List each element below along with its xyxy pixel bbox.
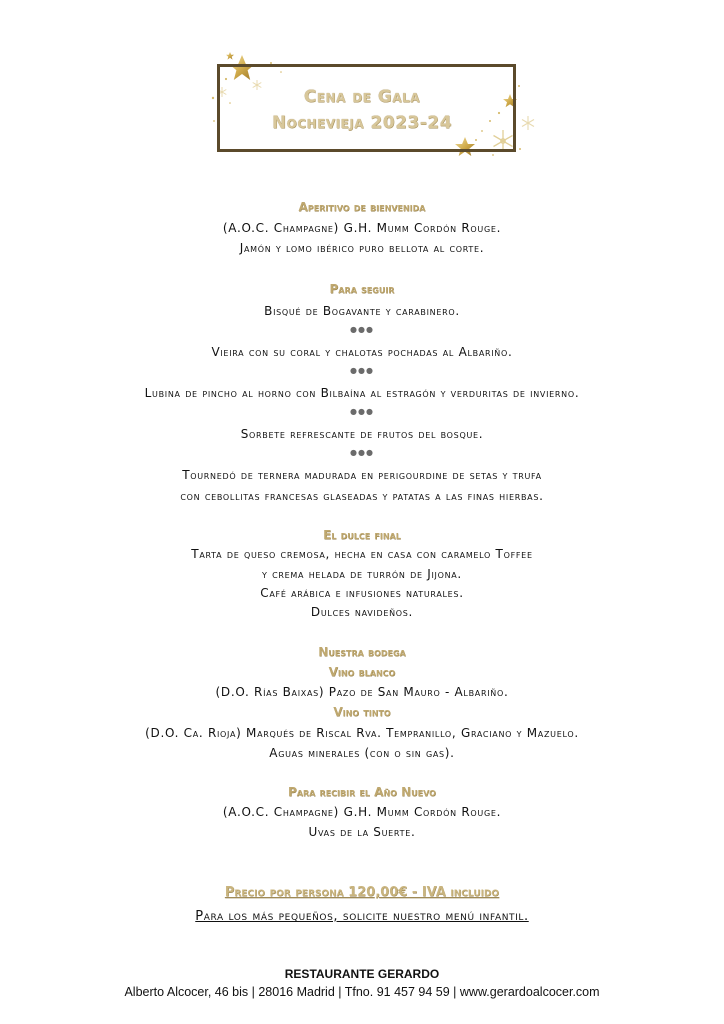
menu-subtitle: Nochevieja 2023-24 bbox=[271, 113, 453, 133]
subsection-title-vino-tinto: Vino tinto bbox=[333, 705, 391, 719]
menu-line: Uvas de la Suerte. bbox=[308, 825, 416, 839]
menu-line: Sorbete refrescante de frutos del bosque. bbox=[240, 427, 484, 441]
menu-line: (D.O. Rías Baixas) Pazo de San Mauro - Albariño. bbox=[215, 685, 509, 699]
menu-title: Cena de Gala bbox=[303, 87, 421, 107]
star-icon bbox=[226, 52, 234, 60]
menu-line: Tarta de queso cremosa, hecha en casa con caramelo Toffee bbox=[191, 547, 533, 561]
menu-line: y crema helada de turrón de Jijona. bbox=[262, 567, 462, 581]
menu-line: Vieira con su coral y chalotas pochadas al Albariño. bbox=[211, 345, 513, 359]
separator-dots: ●●● bbox=[350, 325, 374, 334]
menu-line: Dulces navideños. bbox=[310, 605, 414, 619]
separator-dots: ●●● bbox=[350, 448, 374, 457]
subsection-title-vino-blanco: Vino blanco bbox=[328, 665, 396, 679]
header-frame bbox=[217, 64, 516, 152]
restaurant-name: RESTAURANTE GERARDO bbox=[284, 967, 440, 981]
section-title-aperitivo: Aperitivo de bienvenida bbox=[298, 200, 426, 214]
section-title-bodega: Nuestra bodega bbox=[318, 645, 406, 659]
menu-line: (A.O.C. Champagne) G.H. Mumm Cordón Rouge. bbox=[222, 805, 502, 819]
section-title-para-seguir: Para seguir bbox=[329, 282, 395, 296]
menu-line: Bisqué de Bogavante y carabinero. bbox=[264, 304, 460, 318]
menu-line: Café arábica e infusiones naturales. bbox=[260, 586, 464, 600]
separator-dots: ●●● bbox=[350, 407, 374, 416]
menu-line: Tournedó de ternera madurada en perigourdine de setas y trufa bbox=[182, 468, 542, 482]
menu-line: (D.O. Ca. Rioja) Marqués de Riscal Rva. Tempranillo, Graciano y Mazuelo. bbox=[145, 726, 579, 740]
kids-menu-note: Para los más pequeños, solicite nuestro menú infantil. bbox=[195, 909, 529, 924]
menu-line: Lubina de pincho al horno con Bilbaína al estragón y verduritas de invierno. bbox=[144, 386, 580, 400]
menu-line: (A.O.C. Champagne) G.H. Mumm Cordón Rouge. bbox=[222, 221, 502, 235]
price-line: Precio por persona 120,00€ - IVA incluido bbox=[224, 885, 500, 900]
restaurant-address: Alberto Alcocer, 46 bis | 28016 Madrid | Tfno. 91 457 94 59 | www.gerardoalcocer.com bbox=[124, 985, 600, 999]
section-title-dulce-final: El dulce final bbox=[323, 528, 401, 542]
menu-line: Aguas minerales (con o sin gas). bbox=[269, 746, 455, 760]
menu-line: con cebollitas francesas glaseadas y patatas a las finas hierbas. bbox=[180, 489, 544, 503]
menu-line: Jamón y lomo ibérico puro bellota al corte. bbox=[239, 241, 485, 255]
section-title-ano-nuevo: Para recibir el Año Nuevo bbox=[288, 785, 436, 799]
separator-dots: ●●● bbox=[350, 366, 374, 375]
